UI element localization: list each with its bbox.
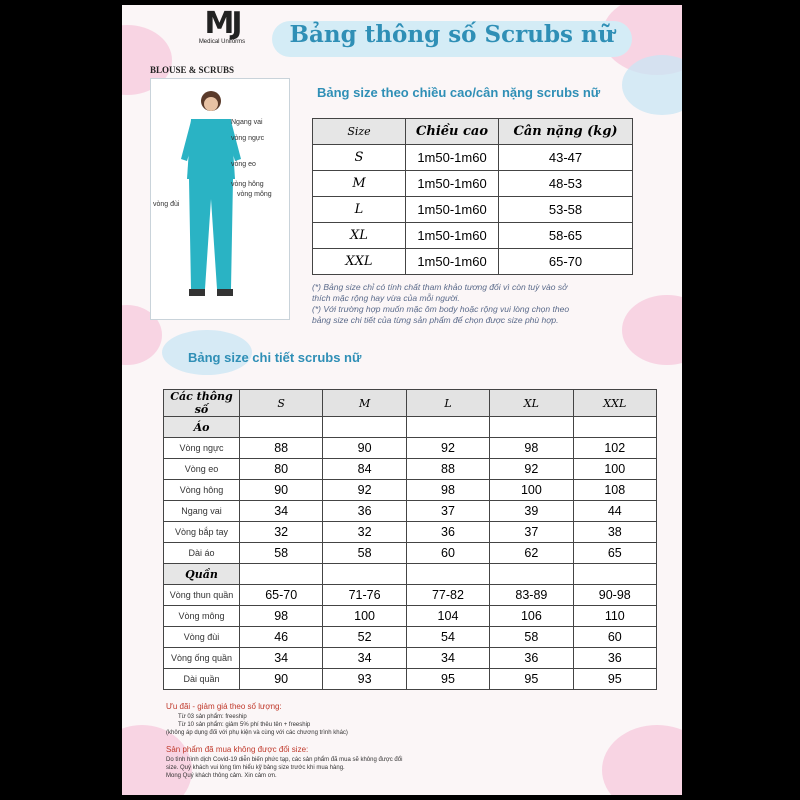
- table-row: Dài quần 90 93 95 95 95: [164, 669, 657, 690]
- table-row: Dài áo 58 58 60 62 65: [164, 543, 657, 564]
- table-row: Vòng bắp tay 32 32 36 37 38: [164, 522, 657, 543]
- exchange-line: Mong Quý khách thông cảm. Xin cảm ơn.: [166, 773, 277, 779]
- size-chart-sheet: [122, 5, 682, 795]
- weight-cell: 53-58: [499, 197, 633, 223]
- size-notes: (*) Bảng size chỉ có tính chất tham khảo tương đối vì còn tuỳ vào sở thích mặc rộng hay vừa của mỗi người. (*) Với trường hợp muốn mặc ôm body hoặc rộng vui lòng chọn theo bảng size chi tiết của từng sản phẩm để chọn được size phù hợp.: [312, 282, 570, 325]
- header-xxl: XXL: [573, 390, 656, 417]
- table-row: [313, 145, 633, 171]
- size-cell: L: [313, 197, 406, 223]
- label-waist: vòng eo: [231, 161, 256, 168]
- label-bust: vòng ngực: [231, 135, 265, 142]
- height-cell: 1m50-1m60: [406, 171, 499, 197]
- main-title: Bảng thông số Scrubs nữ: [289, 21, 615, 48]
- height-weight-table: [312, 118, 633, 275]
- weight-cell: 58-65: [499, 223, 633, 249]
- label-seat: vòng mông: [237, 191, 272, 198]
- header-xl: XL: [490, 390, 573, 417]
- table-row: Vòng đùi 46 52 54 58 60: [164, 627, 657, 648]
- size-cell: S: [313, 145, 406, 171]
- header-s: S: [240, 390, 323, 417]
- table-row: Ngang vai 34 36 37 39 44: [164, 501, 657, 522]
- table-row: [313, 223, 633, 249]
- promo-line: Từ 10 sản phẩm: giảm 5% phí thêu tên + freeship: [178, 722, 311, 728]
- logo-subtitle: Medical Uniforms: [198, 39, 246, 45]
- height-weight-title: Bảng size theo chiều cao/cân nặng scrubs nữ: [317, 85, 601, 100]
- section-row: [164, 417, 657, 438]
- detail-title: Bảng size chi tiết scrubs nữ: [188, 350, 362, 365]
- pink-decoration: [602, 725, 682, 795]
- promo-line: (không áp dụng đối với phụ kiện và cùng với các chương trình khác): [166, 730, 348, 736]
- table-row: [313, 197, 633, 223]
- section-pants: Quần: [164, 564, 240, 585]
- header-parameter: Các thông số: [164, 390, 240, 417]
- table-row: Vòng hông 90 92 98 100 108: [164, 480, 657, 501]
- height-cell: 1m50-1m60: [406, 197, 499, 223]
- exchange-line: size. Quý khách vui lòng tìm hiểu kỹ bảng size trước khi mua hàng.: [166, 765, 345, 771]
- label-hip: vòng hông: [231, 181, 264, 188]
- weight-cell: 48-53: [499, 171, 633, 197]
- exchange-title: Sản phẩm đã mua không được đổi size:: [166, 745, 309, 754]
- detail-size-table: [163, 389, 657, 690]
- table-row: [313, 171, 633, 197]
- table-row: [313, 249, 633, 275]
- size-cell: M: [313, 171, 406, 197]
- size-cell: XL: [313, 223, 406, 249]
- height-cell: 1m50-1m60: [406, 145, 499, 171]
- table-row: Vòng mông 98 100 104 106 110: [164, 606, 657, 627]
- header-height: Chiều cao: [406, 119, 499, 145]
- header-size: Size: [313, 119, 406, 145]
- size-cell: XXL: [313, 249, 406, 275]
- promo-line: Từ 03 sản phẩm: freeship: [178, 714, 247, 720]
- section-row: [164, 564, 657, 585]
- model-figure: [150, 78, 290, 320]
- label-shoulder: Ngang vai: [231, 119, 263, 126]
- label-thigh: vòng đùi: [153, 201, 180, 208]
- header-m: M: [323, 390, 406, 417]
- brand-logo: [180, 6, 264, 46]
- weight-cell: 65-70: [499, 249, 633, 275]
- section-top: Áo: [164, 417, 240, 438]
- weight-cell: 43-47: [499, 145, 633, 171]
- table-row: Vòng ngực 88 90 92 98 102: [164, 438, 657, 459]
- logo-tagline: BLOUSE & SCRUBS: [150, 65, 235, 75]
- table-row: Vòng thun quần 65-70 71-76 77-82 83-89 90-98: [164, 585, 657, 606]
- height-cell: 1m50-1m60: [406, 223, 499, 249]
- table-row: Vòng eo 80 84 88 92 100: [164, 459, 657, 480]
- promo-title: Ưu đãi - giảm giá theo số lượng:: [166, 702, 282, 711]
- header-l: L: [406, 390, 489, 417]
- header-weight: Cân nặng (kg): [499, 119, 633, 145]
- logo-mark: MJ: [204, 6, 240, 41]
- pink-decoration: [622, 295, 682, 365]
- table-row: Vòng ống quần 34 34 34 36 36: [164, 648, 657, 669]
- height-cell: 1m50-1m60: [406, 249, 499, 275]
- exchange-line: Do tình hình dịch Covid-19 diễn biến phức tạp, các sản phẩm đã mua sẽ không được đổi: [166, 757, 403, 763]
- scrubs-model-illustration: [151, 79, 289, 319]
